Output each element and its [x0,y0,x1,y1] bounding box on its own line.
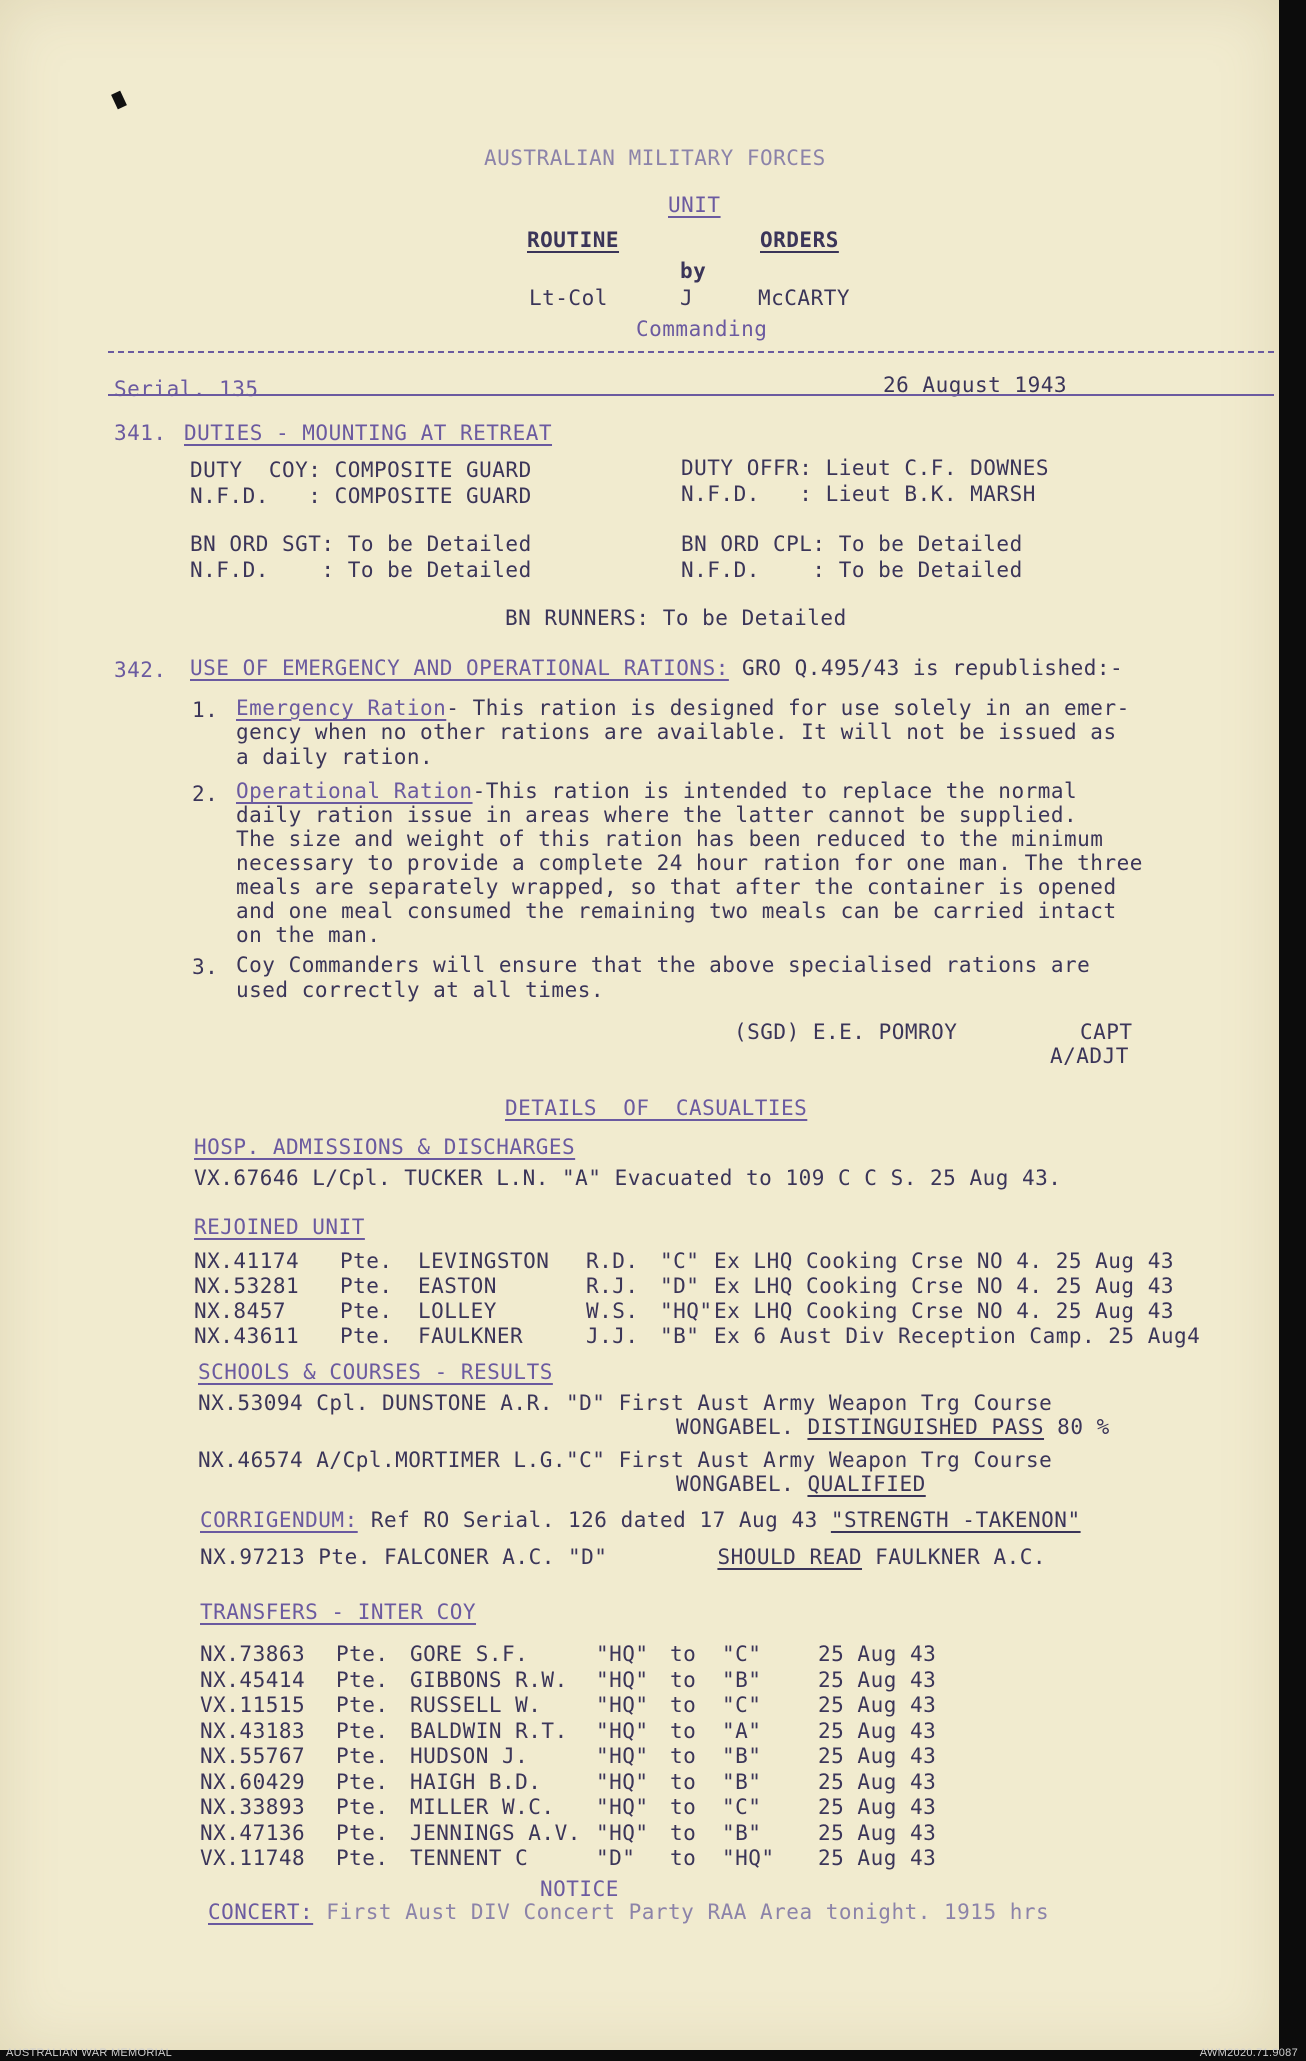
bn-ord-sgt: BN ORD SGT: To be Detailed [190,532,532,556]
transfer-date: 25 Aug 43 [818,1718,937,1743]
transfer-rank: Pte. [336,1846,389,1870]
rejoined-rank: Pte. [340,1274,393,1298]
transfer-rank: Pte. [336,1744,389,1768]
para-2-number: 2. [192,782,219,806]
transfer-name: GORE S.F. [410,1642,529,1666]
transfer-name: JENNINGS A.V. [410,1820,581,1845]
transfer-from: "HQ" [596,1795,649,1819]
transfer-no: NX.73863 [200,1642,306,1666]
rejoined-rank: Pte. [340,1299,393,1323]
transfer-name: HAIGH B.D. [410,1769,542,1794]
transfer-from: "HQ" [596,1718,649,1743]
header-routine: ROUTINE [527,228,620,252]
notice-title: NOTICE [540,1877,619,1901]
signature-rank: CAPT [1080,1020,1133,1044]
rejoined-no: NX.8457 [194,1299,287,1323]
transfer-date: 25 Aug 43 [818,1693,937,1717]
footer-left: AUSTRALIAN WAR MEMORIAL [6,2047,173,2059]
transfer-from: "HQ" [596,1769,649,1794]
rejoined-coy: "D" [660,1274,700,1298]
para-2-heading: Operational Ration [236,779,473,803]
rejoined-detail: Ex LHQ Cooking Crse NO 4. 25 Aug 43 [714,1299,1175,1323]
duty-coy: DUTY COY: COMPOSITE GUARD [190,458,532,482]
transfer-from: "D" [596,1846,636,1870]
header-role: Commanding [636,317,768,341]
transfer-to: to [670,1820,697,1845]
transfer-from: "HQ" [596,1693,649,1717]
school-1-line-2 [676,1415,1110,1439]
transfer-name: BALDWIN R.T. [410,1718,568,1743]
serial-number: Serial. 135 [114,377,259,401]
footer-right: AWM2020.71.9087 [1199,2047,1298,2059]
transfer-name: GIBBONS R.W. [410,1667,568,1692]
corrigendum-entry-b: FAULKNER A.C. [862,1545,1047,1569]
para-1-line-3: a daily ration. [236,745,434,769]
header-unit: UNIT [668,193,721,217]
transfer-no: VX.11515 [200,1693,306,1717]
transfer-rank: Pte. [336,1820,389,1845]
para-3-number: 3. [192,955,219,979]
transfer-to: to [670,1667,697,1692]
rejoined-name: EASTON [418,1274,497,1298]
corrigendum-ref: "STRENGTH -TAKENON" [830,1508,1081,1532]
nfd-sgt: N.F.D. : To be Detailed [190,558,532,582]
transfer-dest: "B" [722,1769,762,1794]
para-2-line-3: The size and weight of this ration has been reduced to the minimum [236,827,1104,851]
para-3-line-2: used correctly at all times. [236,978,605,1002]
para-2-line-1 [236,779,1077,803]
para-1-line-2: gency when no other rations are available. It will not be issued as [236,720,1117,744]
transfer-from: "HQ" [596,1667,649,1692]
punch-mark [111,91,127,110]
rejoined-detail: Ex LHQ Cooking Crse NO 4. 25 Aug 43 [714,1274,1175,1298]
transfer-dest: "B" [722,1820,762,1845]
rejoined-name: LEVINGSTON [418,1249,550,1273]
transfer-to: to [670,1846,697,1870]
notice-label: CONCERT: [208,1900,314,1924]
para-2-line-2: daily ration issue in areas where the latter cannot be supplied. [236,803,1078,827]
school-1-score: 80 % [1044,1415,1110,1439]
transfer-to: to [670,1769,697,1794]
header-name: McCARTY [758,286,851,310]
transfer-to: to [670,1744,697,1768]
transfer-date: 25 Aug 43 [818,1820,937,1845]
transfer-dest: "C" [722,1642,762,1666]
rejoined-no: NX.53281 [194,1274,300,1298]
transfer-no: VX.11748 [200,1846,306,1870]
rejoined-name: LOLLEY [418,1299,497,1323]
rejoined-coy: "C" [660,1249,700,1273]
casualties-title: DETAILS OF CASUALTIES [505,1096,808,1120]
transfer-dest: "B" [722,1667,762,1692]
transfer-no: NX.33893 [200,1795,306,1819]
hosp-title: HOSP. ADMISSIONS & DISCHARGES [194,1135,576,1159]
corrigendum-entry-a: NX.97213 Pte. FALCONER A.C. "D" [200,1545,608,1569]
para-3-line-1: Coy Commanders will ensure that the above specialised rations are [236,953,1091,977]
corrigendum-should-read: SHOULD READ [717,1545,863,1569]
notice-text: First Aust DIV Concert Party RAA Area tonight. 1915 hrs [313,1900,1050,1924]
transfer-dest: "B" [722,1744,762,1768]
item-342-title-line [190,656,1123,680]
transfer-rank: Pte. [336,1795,389,1819]
transfer-date: 25 Aug 43 [818,1744,937,1768]
rejoined-detail: Ex LHQ Cooking Crse NO 4. 25 Aug 43 [714,1249,1175,1273]
transfer-no: NX.55767 [200,1744,306,1768]
rejoined-no: NX.43611 [194,1324,300,1348]
transfer-dest: "HQ" [722,1846,775,1870]
header-orders: ORDERS [760,228,839,252]
rejoined-coy: "B" [660,1324,700,1348]
duty-offr: DUTY OFFR: Lieut C.F. DOWNES [681,456,1050,480]
rejoined-no: NX.41174 [194,1249,300,1273]
para-2-line-6: and one meal consumed the remaining two meals can be carried intact [236,899,1117,923]
nfd-offr: N.F.D. : Lieut B.K. MARSH [681,482,1036,506]
header-initial: J [680,286,694,310]
school-2-location: WONGABEL. [676,1472,795,1496]
transfer-no: NX.47136 [200,1820,306,1845]
item-342-ref: GRO Q.495/43 is republished:- [728,656,1124,680]
signature-role: A/ADJT [1050,1044,1129,1068]
school-1-result: DISTINGUISHED PASS [807,1415,1045,1439]
transfer-dest: "A" [722,1718,762,1743]
header-forces: AUSTRALIAN MILITARY FORCES [484,146,826,170]
nfd-cpl: N.F.D. : To be Detailed [681,558,1023,582]
para-2-line-7: on the man. [236,923,381,947]
serial-date: 26 August 1943 [883,373,1068,397]
corrigendum-title: CORRIGENDUM: [200,1508,358,1532]
school-1-location: WONGABEL. [676,1415,795,1439]
para-1-number: 1. [192,698,219,722]
school-1-line-1: NX.53094 Cpl. DUNSTONE A.R. "D" First Aust Army Weapon Trg Course [198,1391,1053,1415]
school-2-result: QUALIFIED [807,1472,926,1496]
header-divider [108,351,1274,353]
rejoined-name: FAULKNER [418,1324,524,1348]
rejoined-init: R.J. [586,1274,639,1298]
header-by: by [680,259,707,283]
rejoined-rank: Pte. [340,1249,393,1273]
corrigendum-text: Ref RO Serial. 126 dated 17 Aug 43 [357,1508,831,1532]
item-342-title: USE OF EMERGENCY AND OPERATIONAL RATIONS: [190,656,729,680]
rejoined-init: R.D. [586,1249,639,1273]
item-341-title: DUTIES - MOUNTING AT RETREAT [184,421,553,445]
schools-title: SCHOOLS & COURSES - RESULTS [198,1360,553,1384]
signature: (SGD) E.E. POMROY [734,1020,958,1044]
transfer-from: "HQ" [596,1642,649,1666]
rejoined-title: REJOINED UNIT [194,1215,365,1239]
header-rank: Lt-Col [529,286,608,310]
transfer-rank: Pte. [336,1642,389,1666]
item-341-number: 341. [114,421,167,445]
para-1-line-1 [236,696,1130,720]
para-2-line-5: meals are separately wrapped, so that after the container is opened [236,875,1117,899]
para-1-text-1: - This ration is designed for use solely in an emer- [446,696,1130,720]
transfer-no: NX.43183 [200,1718,306,1743]
transfer-date: 25 Aug 43 [818,1642,937,1666]
transfer-no: NX.60429 [200,1769,306,1794]
para-2-text-1: -This ration is intended to replace the normal [472,779,1078,803]
transfer-from: "HQ" [596,1820,649,1845]
transfers-title: TRANSFERS - INTER COY [200,1600,477,1624]
notice-line [208,1900,1049,1924]
rejoined-rank: Pte. [340,1324,393,1348]
para-1-heading: Emergency Ration [236,696,447,720]
bn-runners: BN RUNNERS: To be Detailed [505,606,847,630]
school-2-line-1: NX.46574 A/Cpl.MORTIMER L.G."C" First Aust Army Weapon Trg Course [198,1448,1053,1472]
transfer-no: NX.45414 [200,1667,306,1692]
rejoined-coy: "HQ" [660,1299,713,1323]
transfer-dest: "C" [722,1693,762,1717]
transfer-name: HUDSON J. [410,1744,529,1768]
transfer-from: "HQ" [596,1744,649,1768]
transfer-rank: Pte. [336,1667,389,1692]
rejoined-init: W.S. [586,1299,639,1323]
school-2-line-2 [676,1472,926,1496]
transfer-rank: Pte. [336,1718,389,1743]
serial-divider [108,394,1274,396]
rejoined-init: J.J. [586,1324,639,1348]
transfer-to: to [670,1693,697,1717]
transfer-rank: Pte. [336,1769,389,1794]
transfer-to: to [670,1642,697,1666]
corrigendum-entry [200,1545,1046,1569]
transfer-date: 25 Aug 43 [818,1795,937,1819]
item-342-number: 342. [114,658,167,682]
para-2-line-4: necessary to provide a complete 24 hour ration for one man. The three [236,851,1143,875]
corrigendum-line [200,1508,1081,1532]
transfer-date: 25 Aug 43 [818,1846,937,1870]
transfer-name: TENNENT C [410,1846,529,1870]
rejoined-detail: Ex 6 Aust Div Reception Camp. 25 Aug4 [714,1324,1201,1348]
transfer-name: MILLER W.C. [410,1795,555,1819]
transfer-rank: Pte. [336,1693,389,1717]
transfer-date: 25 Aug 43 [818,1667,937,1692]
transfer-date: 25 Aug 43 [818,1769,937,1794]
bn-ord-cpl: BN ORD CPL: To be Detailed [681,532,1023,556]
transfer-to: to [670,1795,697,1819]
transfer-name: RUSSELL W. [410,1693,542,1717]
transfer-to: to [670,1718,697,1743]
hosp-line: VX.67646 L/Cpl. TUCKER L.N. "A" Evacuated to 109 C C S. 25 Aug 43. [194,1166,1062,1190]
transfer-dest: "C" [722,1795,762,1819]
nfd-coy: N.F.D. : COMPOSITE GUARD [190,484,532,508]
